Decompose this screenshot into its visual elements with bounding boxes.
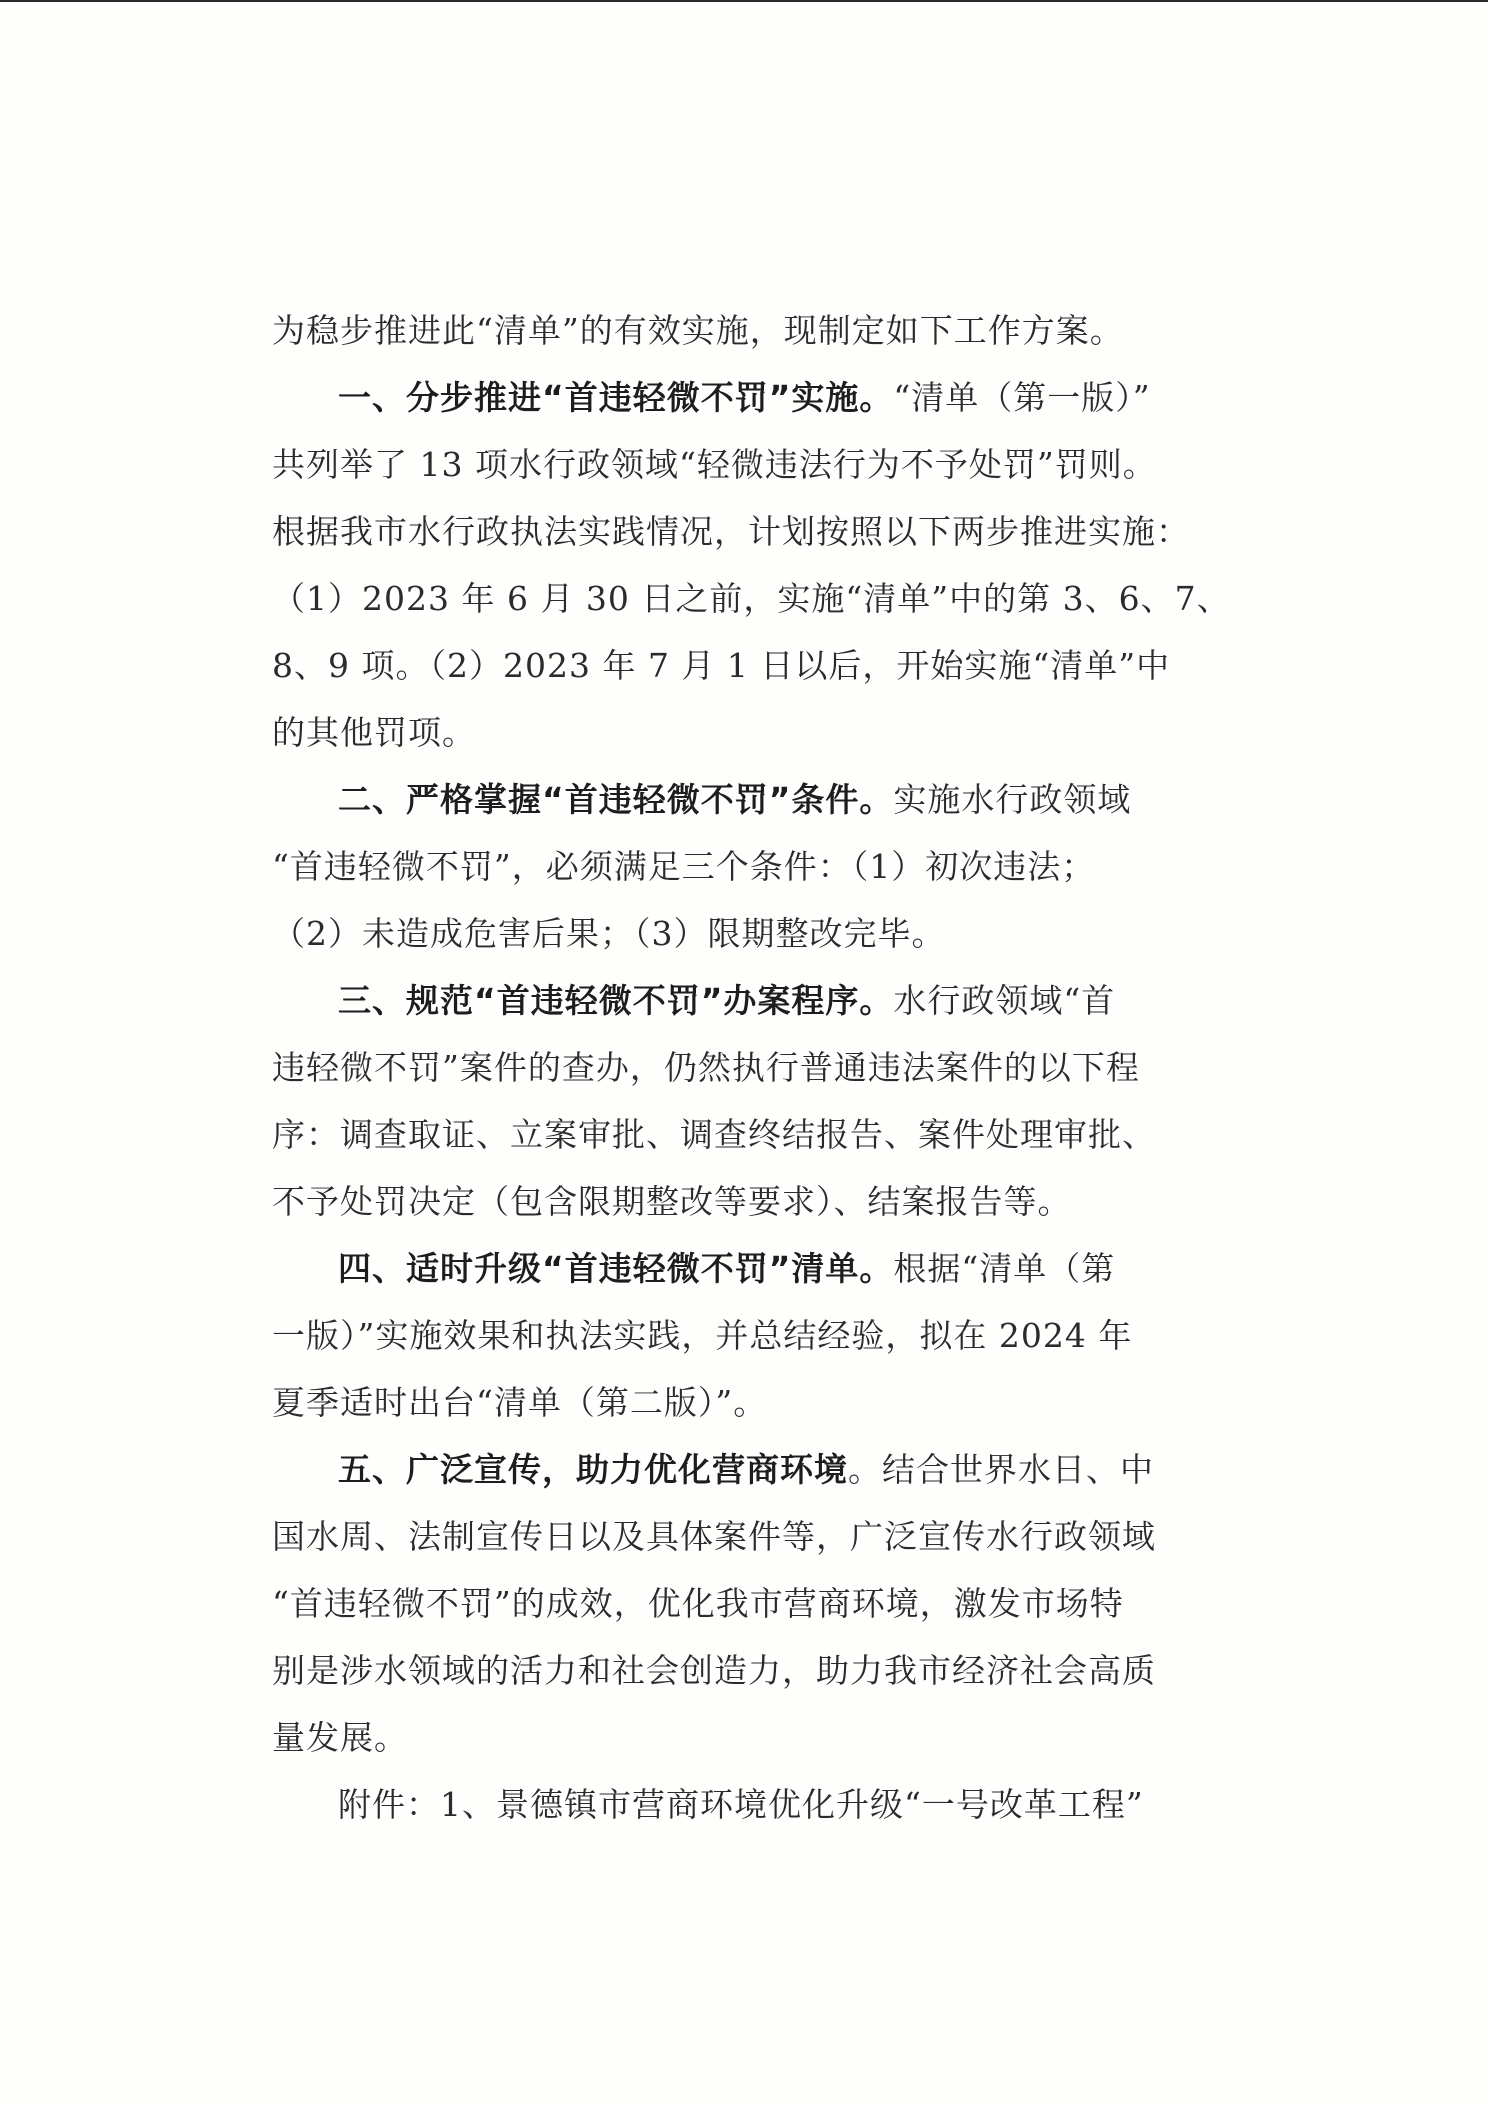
section5-heading: 五、广泛宣传，助力优化营商环境 bbox=[338, 1450, 848, 1489]
section3-line4: 不予处罚决定（包含限期整改等要求）、结案报告等。 bbox=[272, 1182, 1072, 1221]
section1-line6: 的其他罚项。 bbox=[272, 713, 476, 752]
section2-heading-line bbox=[272, 766, 1202, 833]
section1-line5: 8、9 项。（2）2023 年 7 月 1 日以后，开始实施“清单”中 bbox=[272, 646, 1171, 685]
section3-heading-line bbox=[272, 967, 1202, 1034]
section1-line2: 共列举了 13 项水行政领域“轻微违法行为不予处罚”罚则。 bbox=[272, 445, 1157, 484]
section5-heading-line bbox=[272, 1436, 1202, 1503]
section1-heading: 一、分步推进“首违轻微不罚”实施。 bbox=[338, 378, 894, 417]
section1-heading-line bbox=[272, 364, 1202, 431]
attachment-line: 附件：1、景德镇市营商环境优化升级“一号改革工程” bbox=[338, 1785, 1144, 1824]
section3-line2: 违轻微不罚”案件的查办，仍然执行普通违法案件的以下程 bbox=[272, 1048, 1140, 1087]
section1-line4: （1）2023 年 6 月 30 日之前，实施“清单”中的第 3、6、7、 bbox=[272, 579, 1231, 618]
section4-heading-line bbox=[272, 1235, 1202, 1302]
section2-line3: （2）未造成危害后果；（3）限期整改完毕。 bbox=[272, 914, 946, 953]
section4-line2: 一版）”实施效果和执法实践，并总结经验，拟在 2024 年 bbox=[272, 1316, 1133, 1355]
intro-line: 为稳步推进此“清单”的有效实施，现制定如下工作方案。 bbox=[272, 311, 1124, 350]
document-body bbox=[272, 297, 1231, 1838]
section5-line1-rest: 。结合世界水日、中 bbox=[848, 1450, 1154, 1489]
section4-line1-rest: 根据“清单（第 bbox=[893, 1249, 1116, 1288]
section3-line1-rest: 水行政领域“首 bbox=[893, 981, 1116, 1020]
section5-line4: 别是涉水领域的活力和社会创造力，助力我市经济社会高质 bbox=[272, 1651, 1156, 1690]
section2-line1-rest: 实施水行政领域 bbox=[893, 780, 1132, 819]
section5-line3: “首违轻微不罚”的成效，优化我市营商环境，激发市场特 bbox=[272, 1584, 1124, 1623]
section2-line2: “首违轻微不罚”，必须满足三个条件：（1）初次违法； bbox=[272, 847, 1096, 886]
section4-line3: 夏季适时出台“清单（第二版）”。 bbox=[272, 1383, 768, 1422]
section3-line3: 序：调查取证、立案审批、调查终结报告、案件处理审批、 bbox=[272, 1115, 1156, 1154]
section2-heading: 二、严格掌握“首违轻微不罚”条件。 bbox=[338, 780, 894, 819]
section1-line3: 根据我市水行政执法实践情况，计划按照以下两步推进实施： bbox=[272, 512, 1190, 551]
section3-heading: 三、规范“首违轻微不罚”办案程序。 bbox=[338, 981, 894, 1020]
section5-line2: 国水周、法制宣传日以及具体案件等，广泛宣传水行政领域 bbox=[272, 1517, 1156, 1556]
section5-line5: 量发展。 bbox=[272, 1718, 408, 1757]
section4-heading: 四、适时升级“首违轻微不罚”清单。 bbox=[338, 1249, 894, 1288]
section1-line1-rest: “清单（第一版）” bbox=[893, 378, 1151, 417]
